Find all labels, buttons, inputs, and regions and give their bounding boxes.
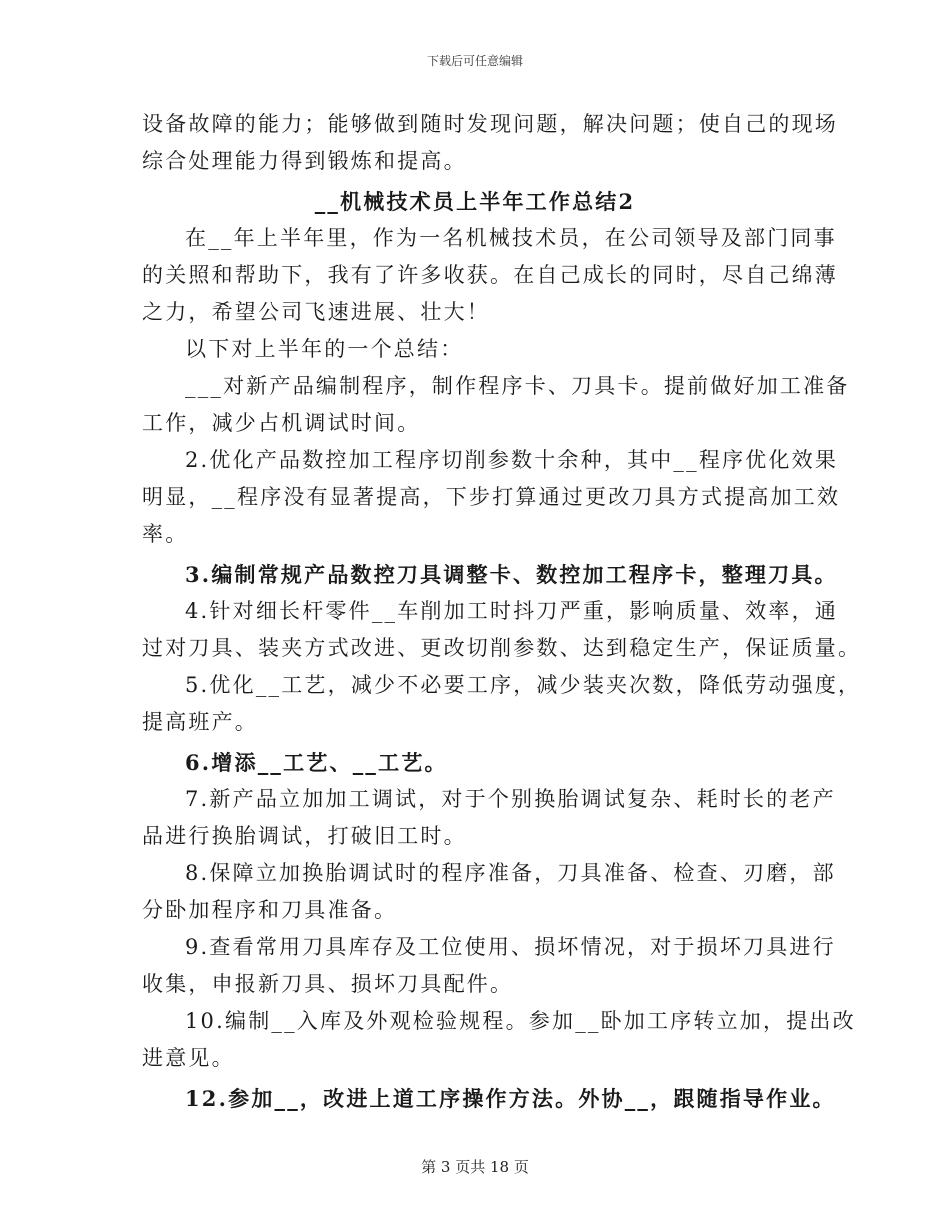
document-body — [142, 106, 862, 1117]
bold-item-line: 12.参加__，改进上道工序操作方法。外协__，跟随指导作业。 — [185, 1086, 836, 1111]
paragraph-line: 过对刀具、装夹方式改进、更改切削参数、达到稳定生产，保证质量。 — [142, 636, 862, 660]
paragraph-line: 分卧加程序和刀具准备。 — [142, 898, 398, 922]
bold-item-line: 3.编制常规产品数控刀具调整卡、数控加工程序卡，整理刀具。 — [185, 562, 838, 587]
paragraph-line: 10.编制__入库及外观检验规程。参加__卧加工序转立加，提出改 — [185, 1009, 856, 1033]
paragraph-line: 进意见。 — [142, 1046, 235, 1070]
paragraph-line: 率。 — [142, 522, 189, 546]
paragraph-line: 明显，__程序没有显著提高，下步打算通过更改刀具方式提高加工效 — [142, 485, 841, 509]
paragraph-line: 品进行换胎调试，打破旧工时。 — [142, 824, 467, 848]
paragraph-line: 收集，申报新刀具、损坏刀具配件。 — [142, 972, 514, 996]
paragraph-line: 综合处理能力得到锻炼和提高。 — [142, 149, 467, 173]
paragraph-line: 7.新产品立加加工调试，对于个别换胎调试复杂、耗时长的老产 — [185, 787, 836, 811]
page-footer: 第 3 页共 18 页 — [421, 1158, 529, 1176]
paragraph-line: 2.优化产品数控加工程序切削参数十余种，其中__程序优化效果 — [185, 448, 839, 472]
paragraph-line: 5.优化__工艺，减少不必要工序，减少装夹次数，降低劳动强度， — [185, 673, 862, 697]
paragraph-line: 设备故障的能力；能够做到随时发现问题，解决问题；使自己的现场 — [142, 112, 838, 136]
paragraph-line: 提高班产。 — [142, 710, 258, 734]
paragraph-line: 以下对上半年的一个总结： — [185, 337, 464, 361]
paragraph-line: ___对新产品编制程序，制作程序卡、刀具卡。提前做好加工准备 — [185, 374, 850, 398]
paragraph-line: 4.针对细长杆零件__车削加工时抖刀严重，影响质量、效率，通 — [185, 599, 839, 623]
paragraph-line: 的关照和帮助下，我有了许多收获。在自己成长的同时，尽自己绵薄 — [142, 263, 838, 287]
paragraph-line: 8.保障立加换胎调试时的程序准备，刀具准备、检查、刃磨，部 — [185, 861, 836, 885]
paragraph-line: 9.查看常用刀具库存及工位使用、损坏情况，对于损坏刀具进行 — [185, 935, 836, 959]
page-header: 下载后可任意编辑 — [426, 54, 523, 68]
bold-item-line: 6.增添__工艺、__工艺。 — [185, 750, 448, 775]
paragraph-line: 之力，希望公司飞速进展、壮大！ — [142, 300, 490, 324]
paragraph-line: 工作，减少占机调试时间。 — [142, 411, 421, 435]
section-title: __机械技术员上半年工作总结2 — [314, 189, 636, 214]
paragraph-line: 在__年上半年里，作为一名机械技术员，在公司领导及部门同事 — [185, 226, 837, 250]
